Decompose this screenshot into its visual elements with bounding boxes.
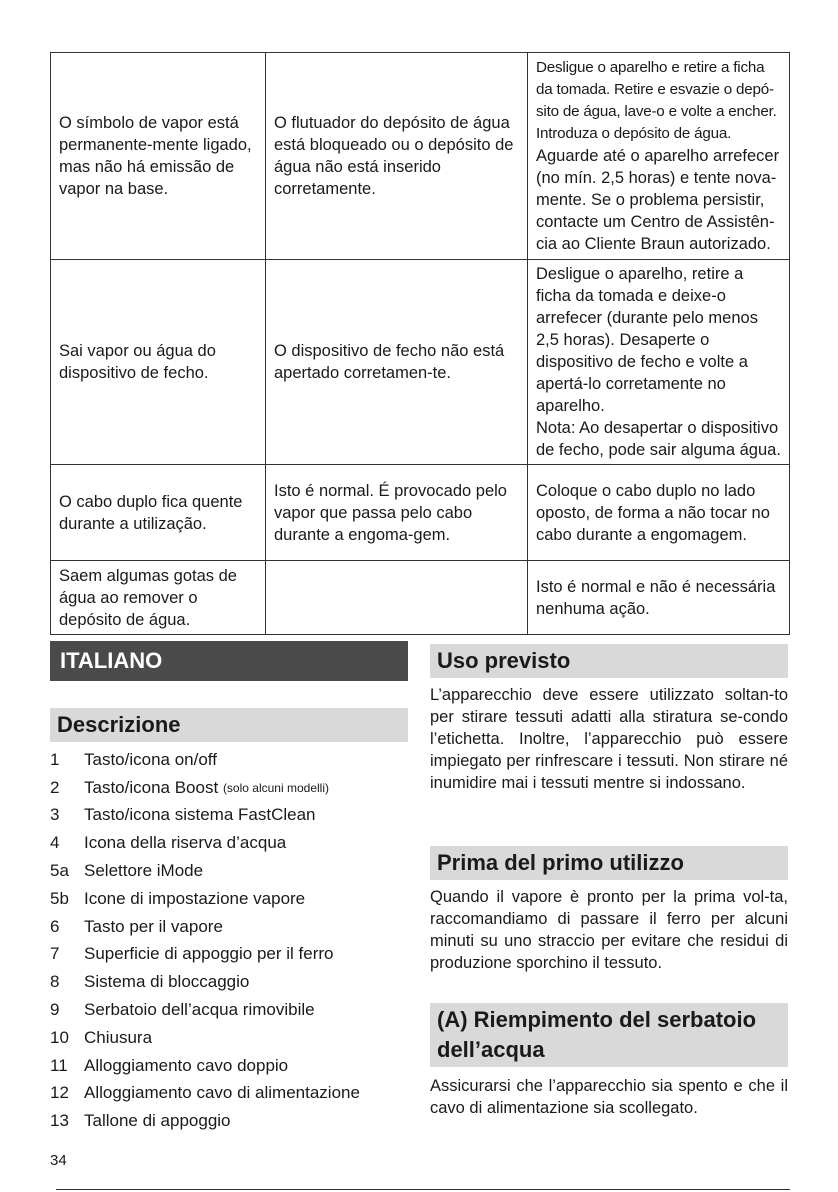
section-heading-riempimento bbox=[430, 1003, 788, 1067]
list-item bbox=[50, 941, 410, 969]
item-label: Serbatoio dell’acqua rimovibile bbox=[84, 1000, 315, 1020]
uso-previsto-text: L’apparecchio deve essere utilizzato soltan-to per stirare tessuti adatti alla stiratura se-condo l’etichetta. Inoltre, l’apparecchio può essere impiegato per rinfrescare i tessuti. Non stirare né inumidire mai i tessuti mentre si indossano. bbox=[430, 686, 788, 792]
item-label: Sistema di bloccaggio bbox=[84, 972, 250, 992]
troubleshooting-table bbox=[50, 52, 790, 635]
cause-cell bbox=[266, 561, 528, 635]
item-note: (solo alcuni modelli) bbox=[222, 780, 329, 795]
problem-cell: O símbolo de vapor está permanente-mente ligado, mas não há emissão de vapor na base. bbox=[51, 53, 266, 260]
heading-line: dell’acqua bbox=[437, 1037, 545, 1062]
item-number: 7 bbox=[50, 944, 60, 964]
footer-divider bbox=[56, 1189, 790, 1190]
item-number: 2 bbox=[50, 777, 60, 797]
remedy-cell bbox=[528, 260, 790, 465]
list-item bbox=[50, 1024, 410, 1052]
list-item bbox=[50, 746, 410, 774]
item-label: Chiusura bbox=[84, 1027, 153, 1047]
list-item bbox=[50, 1107, 410, 1135]
list-item bbox=[50, 1080, 410, 1108]
table-row bbox=[51, 260, 790, 465]
list-item bbox=[50, 1052, 410, 1080]
section-heading-prima-utilizzo: Prima del primo utilizzo bbox=[430, 846, 788, 880]
heading-line: (A) Riempimento del serbatoio bbox=[437, 1007, 757, 1032]
item-number: 5a bbox=[50, 861, 69, 881]
item-label: Icona della riserva d’acqua bbox=[84, 833, 287, 853]
item-number: 6 bbox=[50, 916, 60, 936]
section-heading-descrizione: Descrizione bbox=[50, 708, 408, 742]
table-row bbox=[51, 53, 790, 260]
item-label: Tasto/icona on/off bbox=[84, 749, 217, 769]
item-label: Tasto/icona Boost bbox=[84, 777, 219, 797]
table-row bbox=[51, 561, 790, 635]
item-label: Tallone di appoggio bbox=[84, 1111, 231, 1131]
remedy-cell: Isto é normal e não é necessária nenhuma ação. bbox=[528, 561, 790, 635]
list-item bbox=[50, 774, 410, 802]
item-label: Selettore iMode bbox=[84, 861, 204, 881]
item-number: 11 bbox=[50, 1055, 68, 1075]
list-item bbox=[50, 885, 410, 913]
language-heading: ITALIANO bbox=[50, 641, 408, 681]
cause-cell: O flutuador do depósito de água está bloqueado ou o depósito de água não está inserido corretamente. bbox=[266, 53, 528, 260]
problem-cell: O cabo duplo fica quente durante a utilização. bbox=[51, 465, 266, 561]
item-number: 1 bbox=[50, 749, 60, 769]
list-item bbox=[50, 913, 410, 941]
item-label: Tasto per il vapore bbox=[84, 916, 223, 936]
table-row bbox=[51, 465, 790, 561]
list-item bbox=[50, 802, 410, 830]
remedy-note: Nota: Ao desapertar o dispositivo de fecho, pode sair alguma água. bbox=[536, 419, 781, 459]
cause-cell: O dispositivo de fecho não está apertado corretamen-te. bbox=[266, 260, 528, 465]
remedy-text: Aguarde até o aparelho arrefecer (no mín. 2,5 horas) e tente nova-mente. Se o problema persistir, contacte um Centro de Assistên-cia ao Cliente Braun autorizado. bbox=[536, 146, 780, 253]
item-label: Alloggiamento cavo di alimentazione bbox=[84, 1083, 360, 1103]
item-number: 9 bbox=[50, 1000, 60, 1020]
problem-cell: Sai vapor ou água do dispositivo de fecho. bbox=[51, 260, 266, 465]
page-number: 34 bbox=[50, 1152, 67, 1169]
list-item bbox=[50, 996, 410, 1024]
list-item bbox=[50, 857, 410, 885]
riempimento-text: Assicurarsi che l’apparecchio sia spento e che il cavo di alimentazione sia scollegato. bbox=[430, 1077, 788, 1117]
item-number: 5b bbox=[50, 888, 69, 908]
remedy-cell bbox=[528, 53, 790, 260]
remedy-text: Desligue o aparelho, retire a ficha da tomada e deixe-o arrefecer (durante pelo menos 2,5 horas). Desaperte o dispositivo de fecho e volte a apertá-lo corretamente no aparelho. bbox=[536, 265, 758, 415]
item-number: 3 bbox=[50, 805, 60, 825]
item-label: Tasto/icona sistema FastClean bbox=[84, 805, 316, 825]
item-number: 4 bbox=[50, 833, 60, 853]
prima-utilizzo-text: Quando il vapore è pronto per la prima vol-ta, raccomandiamo di passare il ferro per alcuni minuti su uno straccio per evitare che residui di produzione sporchino il tessuto. bbox=[430, 888, 788, 972]
section-heading-uso-previsto: Uso previsto bbox=[430, 644, 788, 678]
item-label: Icone di impostazione vapore bbox=[84, 888, 306, 908]
component-list bbox=[50, 746, 410, 1135]
item-number: 12 bbox=[50, 1083, 69, 1103]
list-item bbox=[50, 829, 410, 857]
remedy-text: Desligue o aparelho e retire a ficha da tomada. Retire e esvazie o depó-sito de água, lave-o e volte a encher. Introduza o depósito de água. bbox=[536, 59, 777, 142]
item-label: Superficie di appoggio per il ferro bbox=[84, 944, 334, 964]
cause-cell: Isto é normal. É provocado pelo vapor que passa pelo cabo durante a engoma-gem. bbox=[266, 465, 528, 561]
item-number: 8 bbox=[50, 972, 60, 992]
item-number: 13 bbox=[50, 1111, 69, 1131]
item-label: Alloggiamento cavo doppio bbox=[84, 1055, 289, 1075]
problem-cell: Saem algumas gotas de água ao remover o depósito de água. bbox=[51, 561, 266, 635]
remedy-cell: Coloque o cabo duplo no lado oposto, de forma a não tocar no cabo durante a engomagem. bbox=[528, 465, 790, 561]
item-number: 10 bbox=[50, 1027, 69, 1047]
list-item bbox=[50, 968, 410, 996]
